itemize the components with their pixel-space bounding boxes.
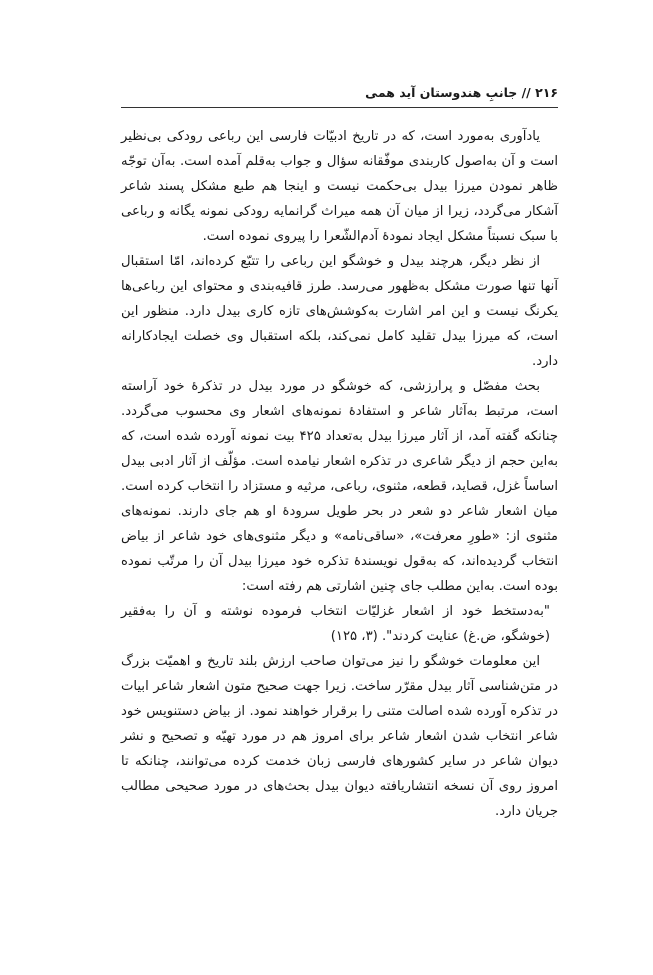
paragraph-3: بحث مفصّل و پرارزشی، که خوشگو در مورد بیدل در تذکرهٔ خود آراسته است، مرتبط به‌آثار شاعر و استفادهٔ نمونه‌های اشعار وی محسوب می‌گردد. چنانکه گفته آمد، از آثار میرزا بیدل به‌تعداد ۴۲۵ بیت نمونه آورده شده است، که به‌این حجم از دیگر شاعری در تذکره اشعار نیامده است. مؤلّف از آثار ادبی بیدل اساساً غزل، قصاید، قطعه، مثنوی، رباعی، مرثیه و مستزاد را انتخاب کرده است. میان اشعار شاعر دو شعر در بحر طویل سرودهٔ او هم جای دارند. نمونه‌های مثنوی از: «طورِ معرفت»، «ساقی‌نامه» و دیگر مثنوی‌های خود شاعر از بیاض انتخاب گردیده‌اند، که به‌قول نویسندهٔ تذکره خود میرزا بیدل آن را مرتّب نموده بوده است. به‌این مطلب جای چنین اشارتی هم رفته است: <box>121 379 559 594</box>
block-quote: "به‌دستخط خود از اشعار غزلیّات انتخاب فرموده نوشته و آن را به‌فقیر (خوشگو، ض.غ) عنایت کردند". (۳، ۱۲۵) <box>121 604 550 644</box>
header-rule <box>121 107 558 108</box>
body-text <box>121 124 558 824</box>
paragraph-4: این معلومات خوشگو را نیز می‌توان صاحب ارزش بلند تاریخ و اهمیّت بزرگ در متن‌شناسی آثار بیدل مقرّر ساخت. زیرا جهت صحیح متون اشعار شاعر ابیات در تذکره آورده شده اصالت متنی را برقرار خواهند نمود. از بیاض دستنویس خود شاعر انتخاب شدن اشعار شاعر برای امروز هم در مورد تهیّه و تصحیح و نشر دیوان شاعر در سایر کشورهای فارسی زبان خدمت کرده می‌توانند، چنانکه تا امروز روی آن نسخه انتشاریافته دیوان بیدل بحث‌های در مورد صحیحی مطالب جریان دارد. <box>121 654 558 819</box>
paragraph-2: از نظر دیگر، هرچند بیدل و خوشگو این رباعی را تتبّع کرده‌اند، امّا استقبال آنها تنها صورت مشکل به‌ظهور می‌رسد. طرز قافیه‌بندی و محتوای این رباعی‌ها یکرنگ نیست و این امر اشارت به‌کوشش‌های تازه کاری بیدل دارد. منظور این است، که میرزا بیدل تقلید کامل نمی‌کند، بلکه استقبال وی خصلت ایجادکارانه دارد. <box>121 254 558 369</box>
running-header: ۲۱۶ // جانبِ هندوستان آید همی <box>365 85 558 100</box>
paragraph-1: یادآوری به‌مورد است، که در تاریخ ادبیّات فارسی این رباعی رودکی بی‌نظیر است و آن به‌اصول کاربندی موفّقانه سؤال و جواب به‌قلم آمده است. به‌آن توجّه ظاهر نمودن میرزا بیدل بی‌حکمت نیست و اینجا هم طبع مشکل پسند شاعر آشکار می‌گردد، زیرا از میان آن همه میراث گرانمایه رودکی نمونه یگانه و رباعی با سبک نسبتاً مشکل ایجاد نمودهٔ آدم‌الشّعرا را پیروی نموده است. <box>121 129 558 244</box>
